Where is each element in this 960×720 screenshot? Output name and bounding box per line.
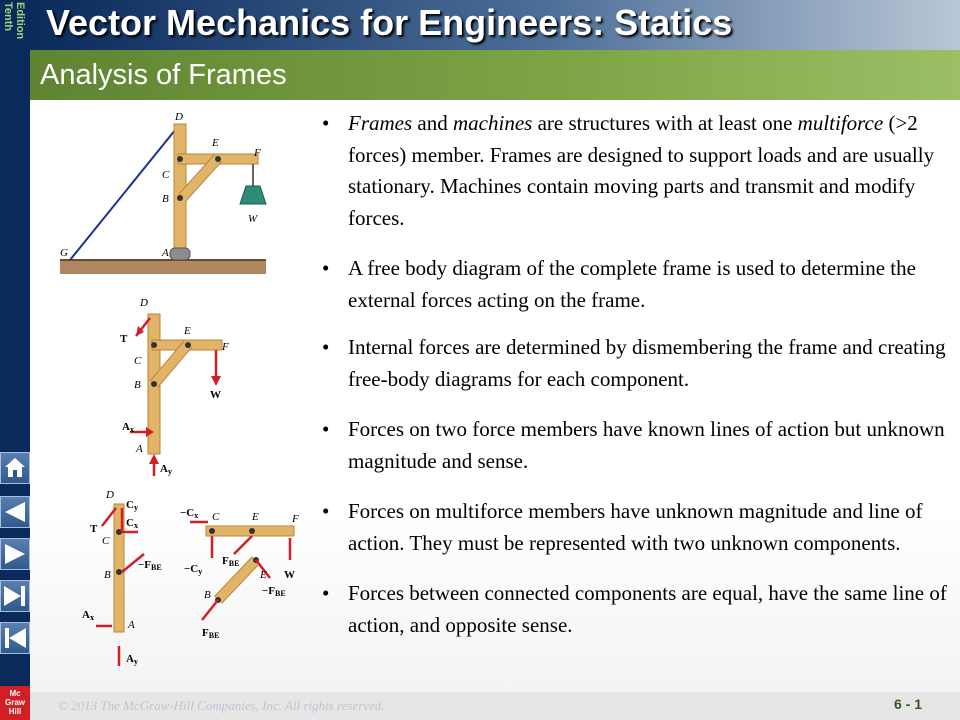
logo-word-3: Hill xyxy=(8,707,22,716)
label-d: D xyxy=(175,111,183,123)
weight-w xyxy=(240,186,266,204)
copyright-notice: © 2013 The McGraw-Hill Companies, Inc. All rights reserved. xyxy=(58,698,385,713)
pin-c xyxy=(177,156,183,162)
label-c2: C xyxy=(212,511,220,523)
edition-word-2: Edition xyxy=(14,2,26,40)
label-f: F xyxy=(292,513,299,525)
pin-c2 xyxy=(209,528,215,534)
bullet-item xyxy=(318,578,958,641)
pin-b xyxy=(116,569,122,575)
arrowhead-w xyxy=(211,376,221,386)
fbd-frame-figure xyxy=(100,292,270,478)
previous-icon xyxy=(1,497,29,527)
logo-word-2: Graw xyxy=(4,698,25,707)
label-f: F xyxy=(254,147,261,159)
bullet-item xyxy=(318,332,958,395)
label-d: D xyxy=(140,297,148,309)
bullet-item xyxy=(318,496,958,559)
first-icon xyxy=(1,623,29,653)
label-ay: Ay xyxy=(160,463,172,476)
label-ax: Ax xyxy=(82,609,94,622)
pin-c xyxy=(151,342,157,348)
label-ay: Ay xyxy=(126,653,138,666)
fbd-members-figure xyxy=(56,486,304,668)
label-b2: B xyxy=(204,589,211,601)
label-mcx: −Cx xyxy=(180,507,199,520)
pin-e xyxy=(249,528,255,534)
bullet-text: A free body diagram of the complete frame is used to determine the external forces acting on the frame. xyxy=(348,256,916,312)
bullet-text: Forces on multiforce members have unknown magnitude and line of action. They must be represented with two unknown components. xyxy=(348,499,923,555)
logo-word-1: Mc xyxy=(9,689,21,698)
bullet-list xyxy=(318,108,958,660)
label-w: W xyxy=(210,389,221,401)
bullet-item xyxy=(318,253,958,316)
label-t: T xyxy=(90,523,98,535)
label-w: W xyxy=(284,569,295,581)
label-ax: Ax xyxy=(122,421,134,434)
label-a: A xyxy=(162,247,169,259)
last-icon xyxy=(1,581,29,611)
cable-dg xyxy=(70,124,180,260)
previous-slide-button[interactable] xyxy=(0,496,30,528)
home-icon xyxy=(1,453,29,483)
edition-label xyxy=(1,2,29,72)
label-mfbe: −FBE xyxy=(262,585,286,598)
label-t: T xyxy=(120,333,128,345)
bullet-text: (>2 forces) member. Frames are designed to support loads and are usually stationary. Machines contain moving parts and transmit and modify forces. xyxy=(348,111,935,230)
label-e: E xyxy=(184,325,191,337)
label-a: A xyxy=(136,443,143,455)
bullet-text: multiforce xyxy=(797,111,884,135)
label-c: C xyxy=(162,169,170,181)
section-title: Analysis of Frames xyxy=(40,59,287,91)
label-mcy: −Cy xyxy=(184,563,203,576)
label-fbe3: FBE xyxy=(202,627,220,640)
pin-e xyxy=(185,342,191,348)
label-cx: Cx xyxy=(126,517,138,530)
label-e: E xyxy=(252,511,259,523)
label-g: G xyxy=(60,247,68,259)
label-w: W xyxy=(248,213,258,225)
publisher-logo xyxy=(0,686,30,720)
pin-b xyxy=(151,381,157,387)
ground xyxy=(60,260,266,274)
label-c: C xyxy=(134,355,142,367)
pin-b xyxy=(177,195,183,201)
label-b: B xyxy=(104,569,111,581)
next-icon xyxy=(1,539,29,569)
label-c: C xyxy=(102,535,110,547)
book-title: Vector Mechanics for Engineers: Statics xyxy=(46,2,733,43)
label-b: B xyxy=(162,193,169,205)
label-b: B xyxy=(134,379,141,391)
label-fbe2: FBE xyxy=(222,555,240,568)
bullet-text: Frames xyxy=(348,111,413,135)
bullet-text: Internal forces are determined by dismembering the frame and creating free-body diagrams for each component. xyxy=(348,335,946,391)
base-a xyxy=(170,248,190,260)
next-slide-button[interactable] xyxy=(0,538,30,570)
frame-figure xyxy=(58,106,268,278)
arrowhead-ay xyxy=(149,454,159,464)
label-cy: Cy xyxy=(126,499,138,512)
label-a: A xyxy=(128,619,135,631)
label-e2: E xyxy=(260,569,267,581)
bullet-item xyxy=(318,414,958,477)
label-fbe: −FBE xyxy=(138,559,162,572)
arrow-fbe3 xyxy=(202,600,218,620)
pin-e xyxy=(215,156,221,162)
slide-number: 6 - 1 xyxy=(893,696,922,712)
bullet-text: machines xyxy=(453,111,533,135)
bullet-text: Forces between connected components are equal, have the same line of action, and opposite sense. xyxy=(348,581,947,637)
header-bar xyxy=(30,0,960,50)
first-slide-button[interactable] xyxy=(0,622,30,654)
label-f: F xyxy=(222,341,229,353)
bullet-text: are structures with at least one xyxy=(532,111,798,135)
label-d: D xyxy=(106,489,114,501)
section-bar xyxy=(30,50,960,100)
arrow-fbe2 xyxy=(234,536,252,554)
home-button[interactable] xyxy=(0,452,30,484)
bullet-item xyxy=(318,108,958,234)
slide-content xyxy=(30,100,960,692)
edition-word-1: Tenth xyxy=(2,2,14,32)
last-slide-button[interactable] xyxy=(0,580,30,612)
bullet-text: and xyxy=(412,111,453,135)
bullet-text: Forces on two force members have known lines of action but unknown magnitude and sense. xyxy=(348,417,945,473)
footer-bar xyxy=(30,692,960,720)
label-e: E xyxy=(212,137,219,149)
